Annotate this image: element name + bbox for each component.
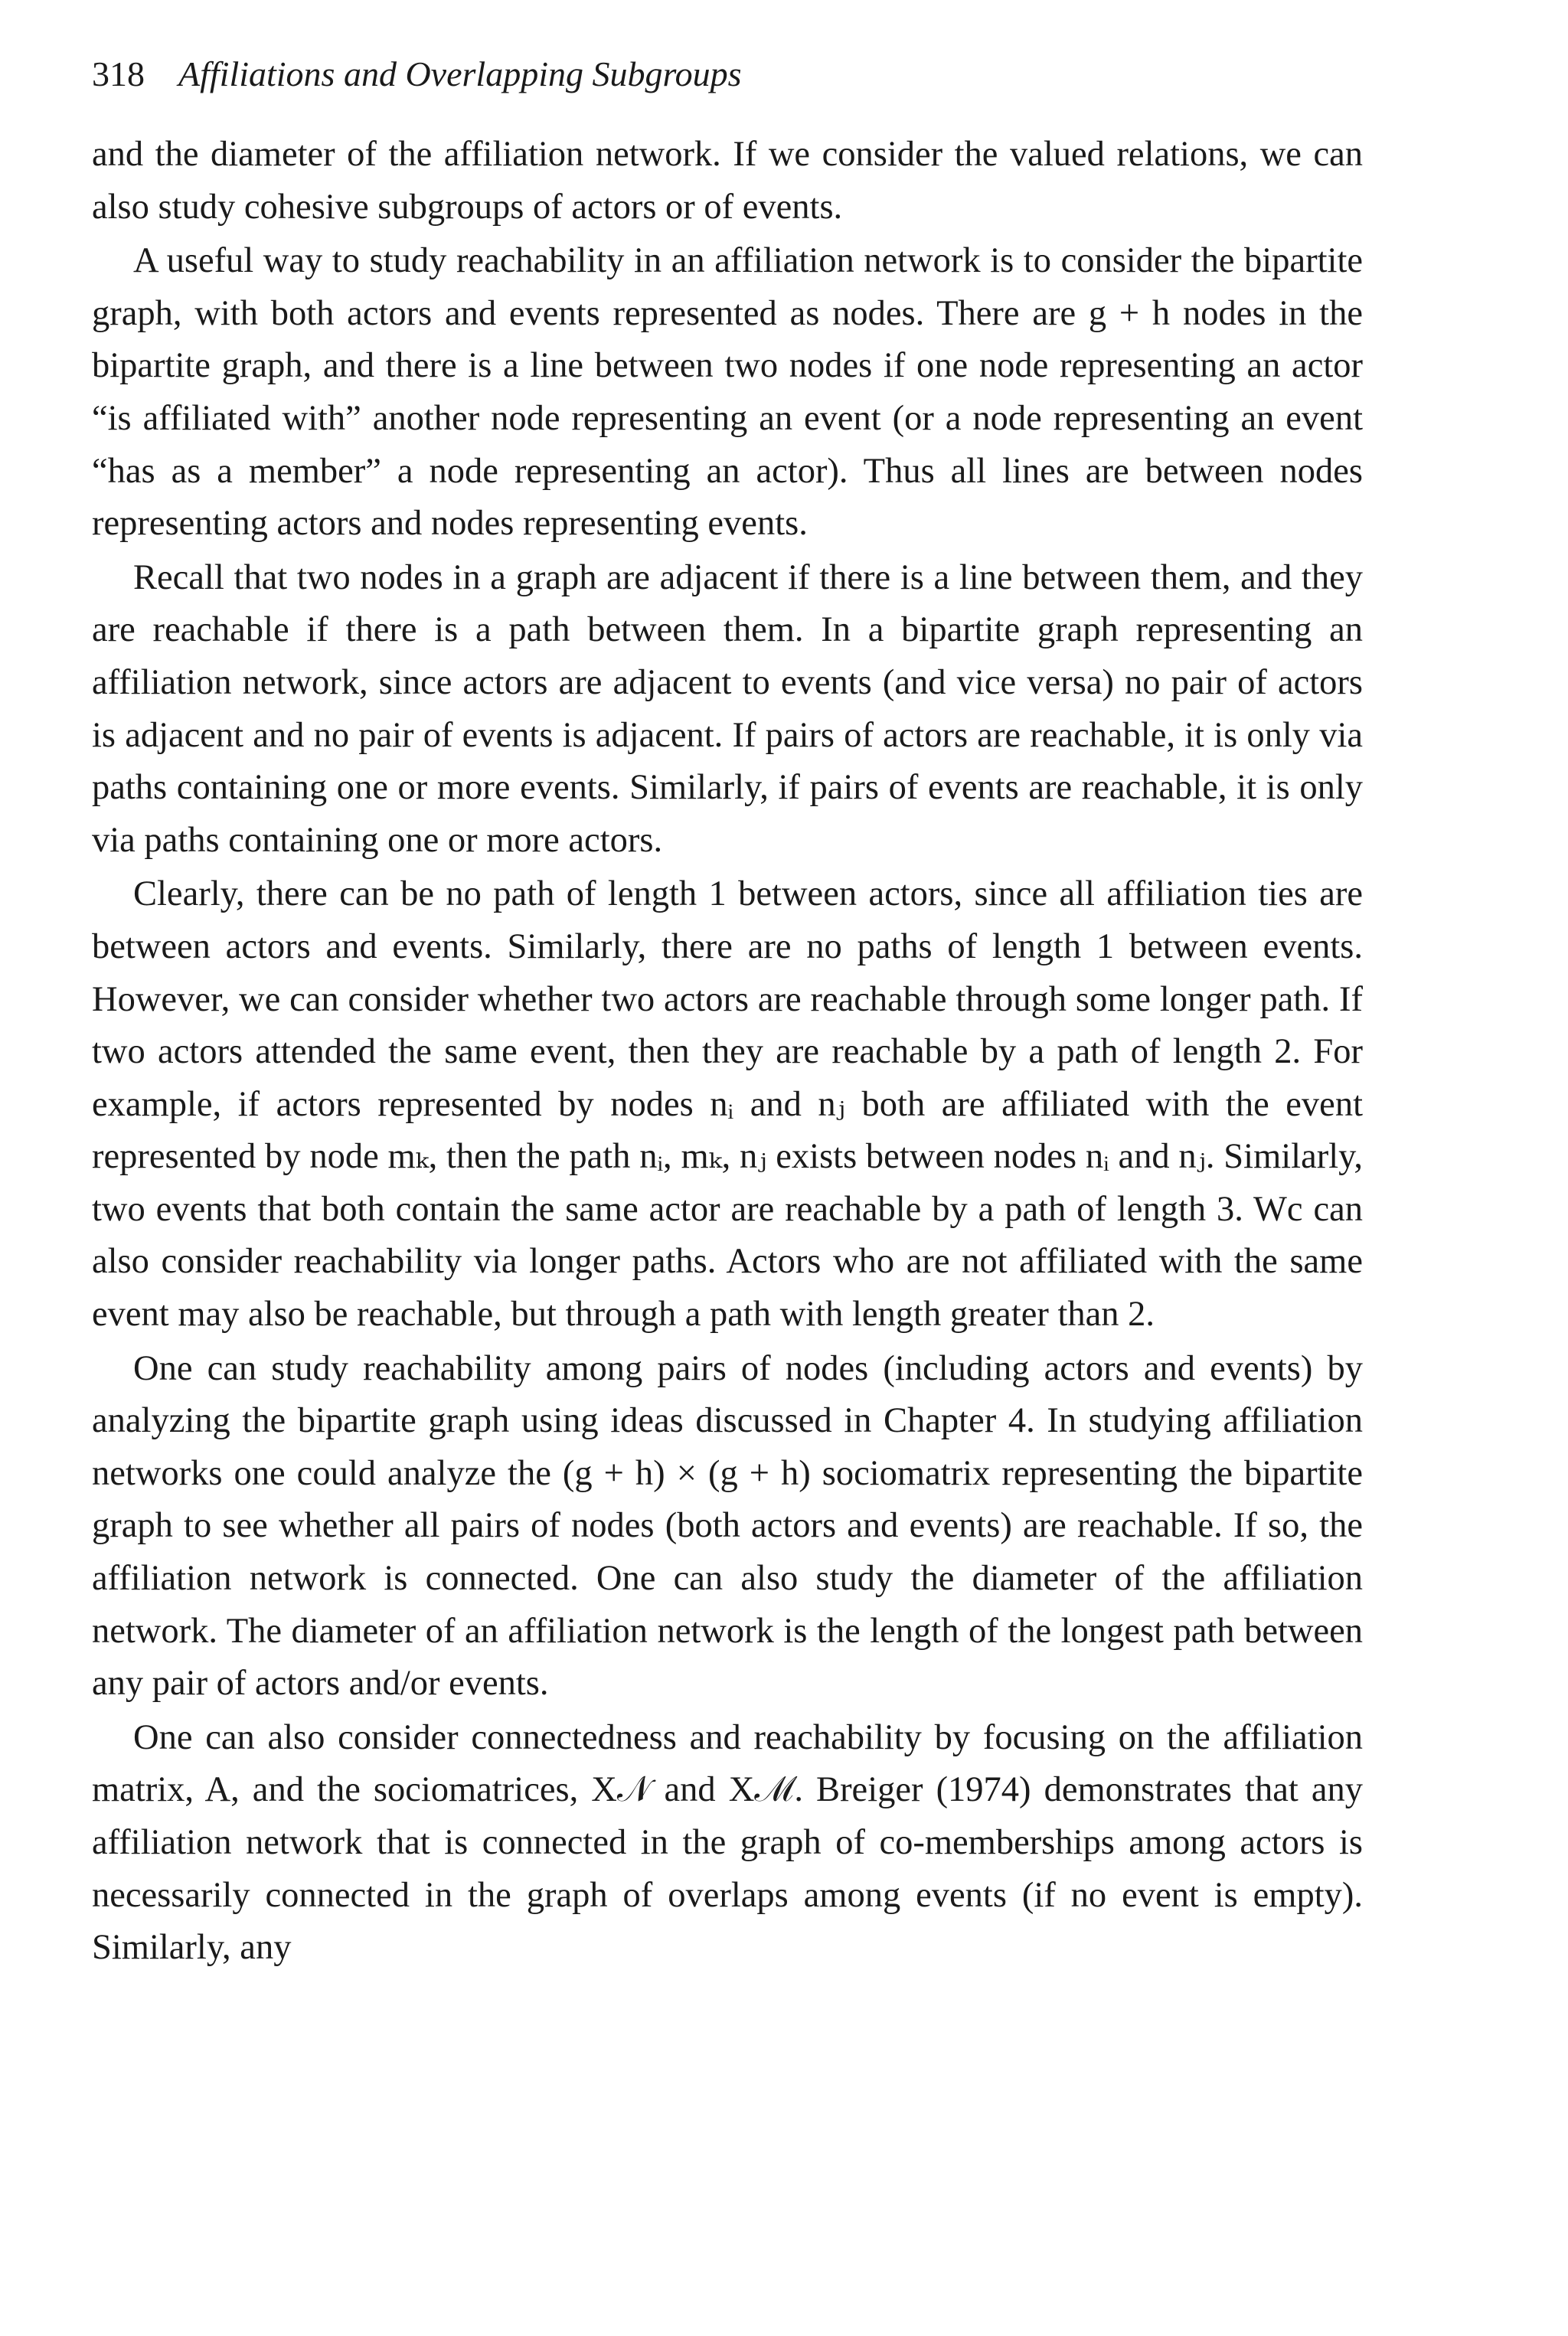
- paragraph-bipartite-graph: A useful way to study reachability in an affiliation network is to consider the bipartite graph, with both actors and events represented as nodes. There are g + h nodes in the bipartite graph, and there is a line between two nodes if one node representing an actor “is affiliated with” another node representing an event (or a node representing an event “has as a member” a node representing an actor). Thus all lines are between nodes representing actors and nodes representing events.: [92, 241, 1363, 544]
- running-title: Affiliations and Overlapping Subgroups: [178, 54, 742, 93]
- paragraph-connectedness: One can also consider connectedness and reachability by focusing on the affiliation matrix, A, and the sociomatrices, X𝒩 and Xℳ. Breiger (1974) demonstrates that any affiliation network that is connected in the graph of co-memberships among actors is necessarily connected in the graph of overlaps among events (if no event is empty). Similarly, any: [92, 1717, 1363, 1968]
- paragraph-path-length: Clearly, there can be no path of length 1 between actors, since all affiliation ties are between actors and events. Similarly, there are no paths of length 1 between events. However, we can consider whether two actors are reachable through some longer path. If two actors attended the same event, then they are reachable by a path of length 2. For example, if actors represented by nodes nᵢ and nⱼ both are affiliated with the event represented by node mₖ, then the path nᵢ, mₖ, nⱼ exists between nodes nᵢ and nⱼ. Similarly, two events that both contain the same actor are reachable by a path of length 3. Wc can also consider reachability via longer paths. Actors who are not affiliated with the same event may also be reachable, but through a path with length greater than 2.: [92, 874, 1363, 1335]
- body-text: [92, 129, 1363, 1975]
- paragraph-reachability-analysis: One can study reachability among pairs of nodes (including actors and events) by analyzing the bipartite graph using ideas discussed in Chapter 4. In studying affiliation networks one could analyze the (g + h) × (g + h) sociomatrix representing the bipartite graph to see whether all pairs of nodes (both actors and events) are reachable. If so, the affiliation network is connected. One can also study the diameter of the affiliation network. The diameter of an affiliation network is the length of the longest path between any pair of actors and/or events.: [92, 1348, 1363, 1704]
- page-number: 318: [92, 54, 145, 93]
- paragraph-continued: and the diameter of the affiliation network. If we consider the valued relations, we can also study cohesive subgroups of actors or of events.: [92, 135, 1363, 227]
- paragraph-adjacency: Recall that two nodes in a graph are adjacent if there is a line between them, and they are reachable if there is a path between them. In a bipartite graph representing an affiliation network, since actors are adjacent to events (and vice versa) no pair of actors is adjacent and no pair of events is adjacent. If pairs of actors are reachable, it is only via paths containing one or more events. Similarly, if pairs of events are reachable, it is only via paths containing one or more actors.: [92, 557, 1363, 860]
- running-header: [92, 47, 1363, 101]
- book-page: [92, 47, 1363, 1975]
